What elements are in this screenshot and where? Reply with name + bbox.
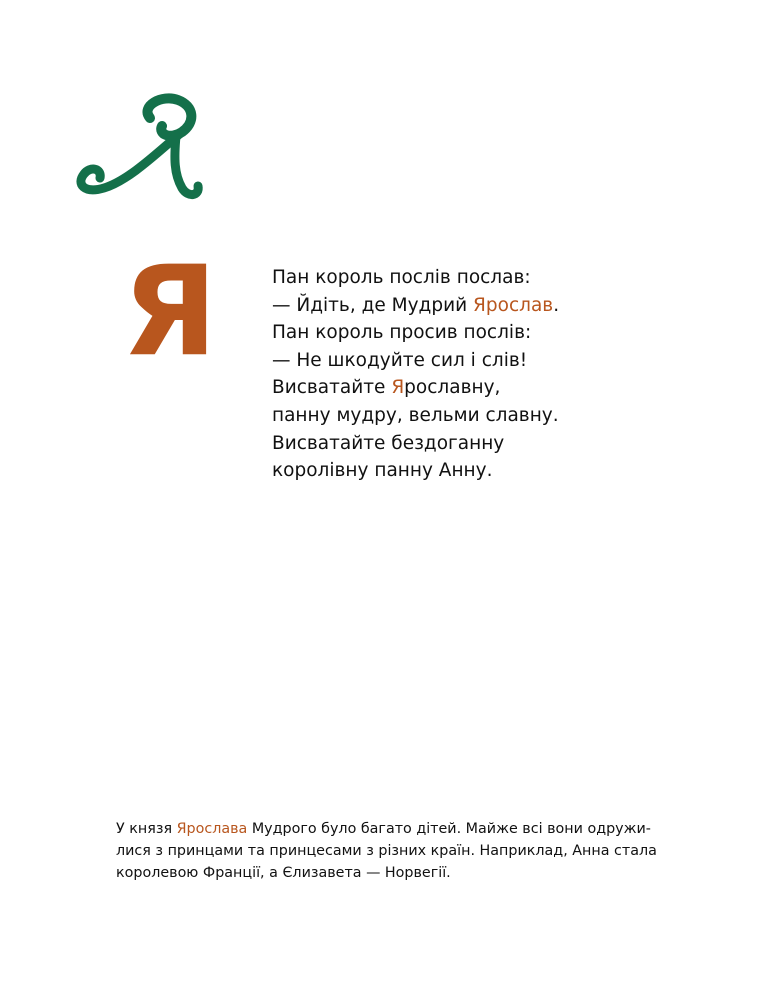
footnote (116, 818, 686, 884)
text-fragment: королевою Франції, а Єлизавета — Норвегії. (116, 865, 451, 881)
text-fragment: У князя (116, 821, 177, 837)
poem-line (272, 347, 692, 375)
text-fragment: Мудрого було багато дітей. Майже всі вони одружи- (247, 821, 651, 837)
highlighted-name: Ярослава (176, 821, 248, 837)
script-ya-sweep (81, 132, 182, 190)
text-fragment: — Йдіть, де Мудрий (272, 294, 474, 316)
poem-line (272, 374, 692, 402)
text-fragment: Висватайте бездоганну (272, 432, 505, 454)
poem-line (272, 292, 692, 320)
poem-line (272, 319, 692, 347)
text-fragment: лися з принцами та принцесами з різних країн. Наприклад, Анна стала (116, 843, 657, 859)
footnote-line (116, 862, 686, 884)
text-fragment: . (553, 294, 560, 316)
text-fragment: королівну панну Анну. (272, 460, 493, 482)
poem-line (272, 430, 692, 458)
text-fragment: Пан король послів послав: (272, 267, 531, 288)
drop-letter: Я (122, 240, 216, 384)
script-ya-icon (70, 88, 210, 208)
text-fragment: панну мудру, вельми славну. (272, 404, 559, 426)
text-fragment: рославну, (404, 377, 501, 399)
poem-line (272, 264, 692, 292)
text-fragment: Пан король просив послів: (272, 322, 532, 344)
text-fragment: — Не шкодуйте сил і слів! (272, 349, 528, 371)
footnote-line (116, 840, 686, 862)
footnote-line (116, 818, 686, 840)
script-ya-leg (175, 136, 198, 195)
highlighted-name: Я (391, 377, 405, 399)
highlighted-name: Ярослав (473, 294, 554, 316)
text-fragment: Висватайте (272, 377, 392, 399)
poem (272, 264, 692, 485)
poem-line (272, 402, 692, 430)
poem-line (272, 457, 692, 485)
script-ya-icon-svg (70, 88, 210, 208)
